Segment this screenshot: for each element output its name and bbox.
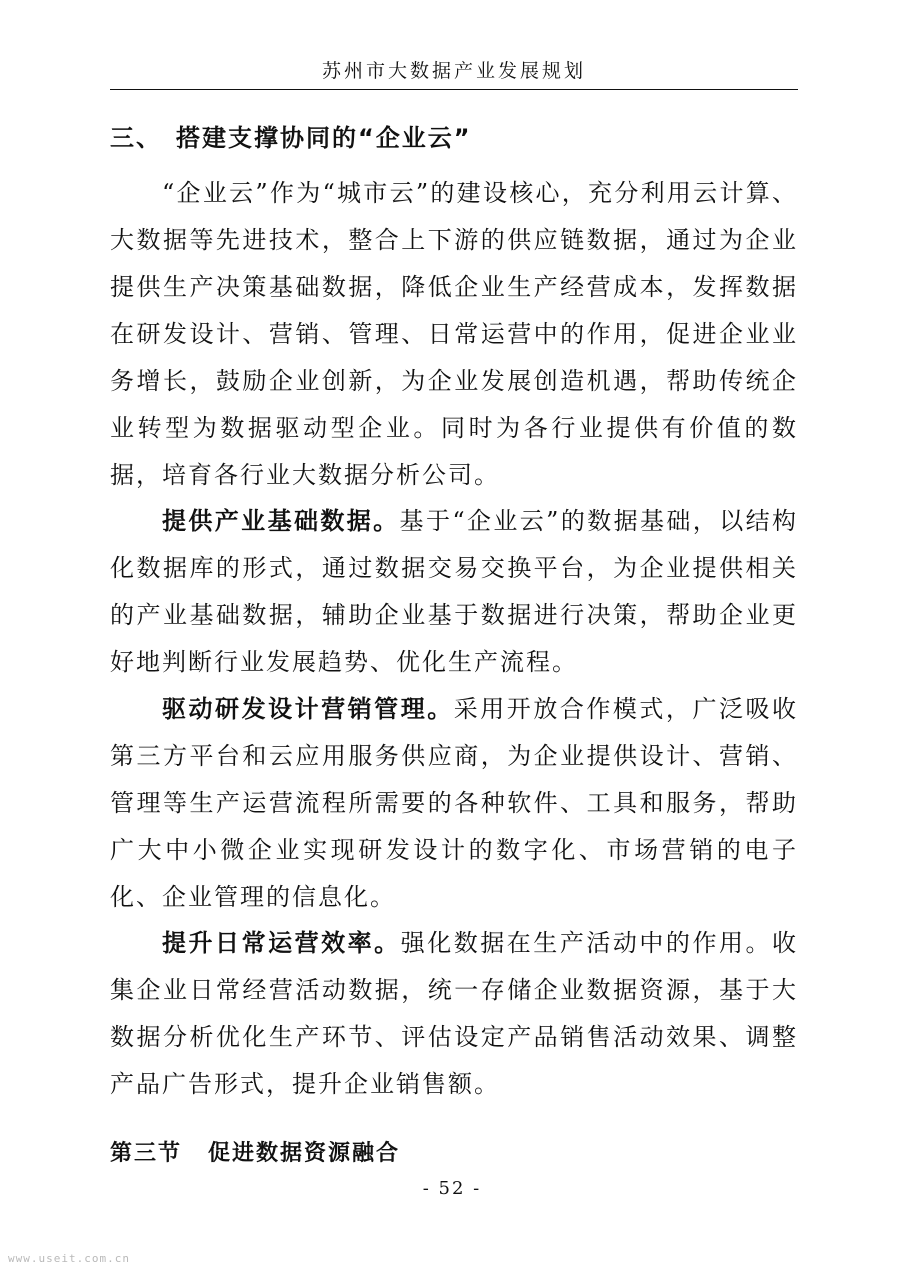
paragraph-lead: 驱动研发设计营销管理。 [162, 695, 454, 723]
next-section-label: 第三节 [110, 1141, 183, 1166]
next-section-heading [110, 1136, 400, 1167]
page-header [110, 56, 798, 90]
paragraph-lead: 提供产业基础数据。 [162, 507, 400, 535]
section-number: 三、 [110, 124, 162, 152]
paragraph-industry-data [110, 498, 798, 686]
watermark: www.useit.com.cn [8, 1252, 130, 1265]
paragraph-text: 采用开放合作模式，广泛吸收第三方平台和云应用服务供应商，为企业提供设计、营销、管理等生产运营流程所需要的各种软件、工具和服务，帮助广大中小微企业实现研发设计的数字化、市场营销的电子化、企业管理的信息化。 [110, 695, 799, 911]
paragraph-operations [110, 920, 798, 1108]
paragraph-text: “企业云”作为“城市云”的建设核心，充分利用云计算、大数据等先进技术，整合上下游的供应链数据，通过为企业提供生产决策基础数据，降低企业生产经营成本，发挥数据在研发设计、营销、管理、日常运营中的作用，促进企业业务增长，鼓励企业创新，为企业发展创造机遇，帮助传统企业转型为数据驱动型企业。同时为各行业提供有价值的数据，培育各行业大数据分析公司。 [110, 179, 798, 489]
paragraph-text: 基于“企业云”的数据基础，以结构化数据库的形式，通过数据交易交换平台，为企业提供相关的产业基础数据，辅助企业基于数据进行决策，帮助企业更好地判断行业发展趋势、优化生产流程。 [110, 507, 798, 676]
document-title: 苏州市大数据产业发展规划 [321, 60, 586, 82]
section-title: 搭建支撑协同的“企业云” [176, 124, 472, 152]
page-number: - 52 - [422, 1178, 482, 1199]
paragraph-text: 强化数据在生产活动中的作用。收集企业日常经营活动数据，统一存储企业数据资源，基于大数据分析优化生产环节、评估设定产品销售活动效果、调整产品广告形式，提升企业销售额。 [110, 929, 799, 1098]
next-section-title: 促进数据资源融合 [208, 1141, 401, 1166]
section-heading [110, 118, 472, 153]
paragraph-intro [110, 170, 798, 499]
paragraph-rd-marketing [110, 686, 798, 921]
paragraph-lead: 提升日常运营效率。 [162, 929, 401, 957]
